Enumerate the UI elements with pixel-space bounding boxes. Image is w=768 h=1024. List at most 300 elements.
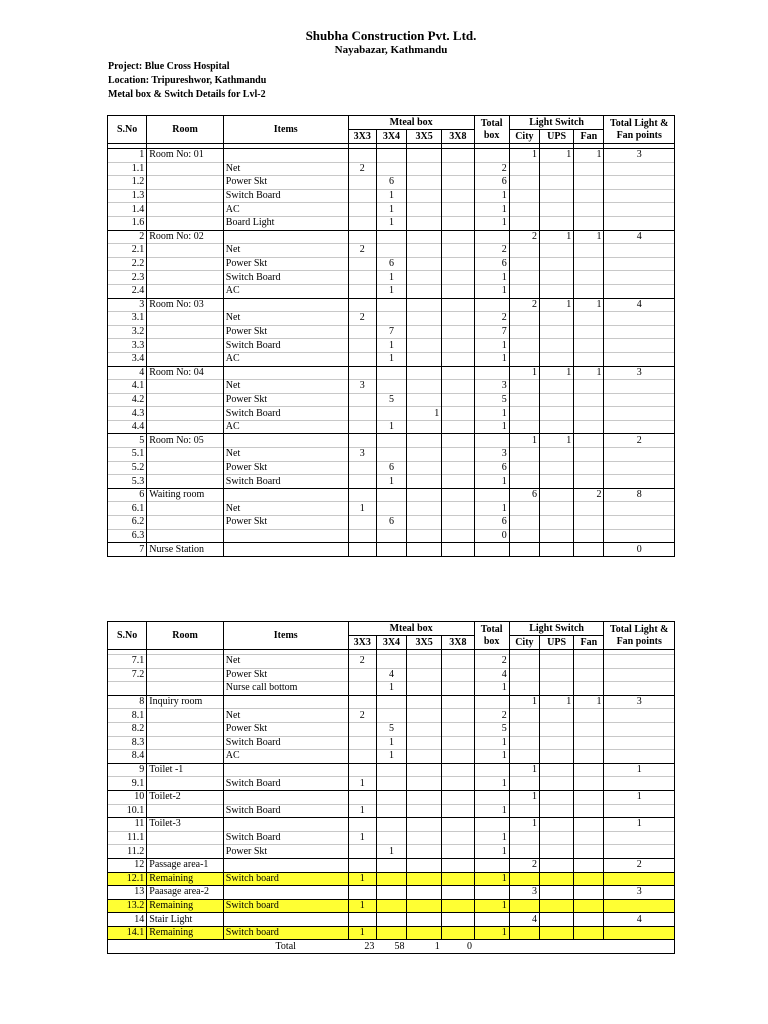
fan-header: Fan [574, 636, 604, 650]
table-row [108, 434, 675, 448]
table-row [108, 216, 675, 230]
city-cell: 2 [509, 298, 539, 312]
room-cell [147, 655, 224, 669]
ups-cell [539, 872, 573, 886]
box-3x8-cell [442, 872, 474, 886]
items-cell: Power Skt [223, 176, 348, 190]
city-cell [509, 407, 539, 421]
table-row [108, 682, 675, 696]
ups-cell [539, 216, 573, 230]
table-row [108, 655, 675, 669]
total-points-cell [604, 284, 675, 298]
box-3x3-cell [348, 475, 376, 489]
totals-spacer [509, 940, 539, 954]
items-cell: Switch Board [223, 271, 348, 285]
city-cell [509, 257, 539, 271]
table-row [108, 899, 675, 913]
total-points-cell [604, 750, 675, 764]
box-3x5-cell [407, 886, 442, 900]
ups-cell [539, 257, 573, 271]
total-3x8: 0 [442, 940, 474, 954]
box-3x8-cell [442, 845, 474, 859]
box-3x4-cell [376, 695, 406, 709]
fan-cell [574, 709, 604, 723]
total-points-cell [604, 831, 675, 845]
items-cell: Board Light [223, 216, 348, 230]
box-3x3-cell: 2 [348, 162, 376, 176]
total-points-cell [604, 804, 675, 818]
city-cell [509, 899, 539, 913]
box-3x5-cell [407, 352, 442, 366]
box-3x5-cell [407, 790, 442, 804]
sno-cell: 4.1 [108, 380, 147, 394]
box-3x8-cell [442, 858, 474, 872]
total-box-cell: 4 [474, 668, 509, 682]
city-cell: 2 [509, 230, 539, 244]
total-box-cell: 2 [474, 709, 509, 723]
room-header: Room [147, 622, 224, 650]
box-3x3-cell [348, 750, 376, 764]
room-cell [147, 475, 224, 489]
box-3x3-cell [348, 682, 376, 696]
box-3x5-cell [407, 176, 442, 190]
total-points-cell: 3 [604, 886, 675, 900]
city-cell: 4 [509, 913, 539, 927]
total-points-cell [604, 475, 675, 489]
box-3x5-cell [407, 831, 442, 845]
box-3x4-cell [376, 926, 406, 940]
room-cell: Remaining [147, 926, 224, 940]
ups-cell [539, 858, 573, 872]
box-3x4-cell [376, 162, 406, 176]
box-3x3-cell [348, 434, 376, 448]
box-3x3-cell [348, 216, 376, 230]
light-switch-header: Light Switch [509, 622, 604, 636]
total-points-cell [604, 420, 675, 434]
box-3x5-cell [407, 488, 442, 502]
city-cell [509, 655, 539, 669]
sno-cell: 7.2 [108, 668, 147, 682]
box-3x8-cell [442, 216, 474, 230]
total-box-cell: 1 [474, 872, 509, 886]
city-cell [509, 804, 539, 818]
ups-cell: 1 [539, 298, 573, 312]
box-3x5-cell [407, 339, 442, 353]
table-row [108, 366, 675, 380]
box-3x8-cell [442, 529, 474, 543]
box-3x4-cell [376, 818, 406, 832]
ups-cell [539, 926, 573, 940]
box-3x3-cell [348, 763, 376, 777]
box-3x3-cell [348, 271, 376, 285]
items-cell [223, 366, 348, 380]
box-3x5-cell [407, 420, 442, 434]
sno-cell: 8.2 [108, 722, 147, 736]
room-cell [147, 244, 224, 258]
sno-cell: 3.1 [108, 312, 147, 326]
room-cell [147, 668, 224, 682]
sno-cell: 14.1 [108, 926, 147, 940]
total-box-cell: 6 [474, 516, 509, 530]
box-3x4-cell: 6 [376, 461, 406, 475]
sno-cell: 12 [108, 858, 147, 872]
total-box-cell: 1 [474, 339, 509, 353]
room-cell [147, 339, 224, 353]
city-cell [509, 271, 539, 285]
box-3x4-cell [376, 709, 406, 723]
items-cell: Net [223, 448, 348, 462]
city-cell [509, 831, 539, 845]
box-3x8-cell [442, 312, 474, 326]
fan-cell: 1 [574, 695, 604, 709]
table-row [108, 339, 675, 353]
room-cell [147, 216, 224, 230]
sno-cell: 2.4 [108, 284, 147, 298]
items-cell: AC [223, 352, 348, 366]
ups-cell [539, 448, 573, 462]
table-row [108, 913, 675, 927]
fan-cell [574, 722, 604, 736]
fan-cell [574, 529, 604, 543]
ups-cell [539, 682, 573, 696]
total-points-cell: 1 [604, 818, 675, 832]
total-points-cell: 1 [604, 790, 675, 804]
table-row [108, 750, 675, 764]
box-3x8-cell [442, 461, 474, 475]
ups-cell: 1 [539, 695, 573, 709]
fan-cell: 1 [574, 230, 604, 244]
box-3x5-cell [407, 516, 442, 530]
box-3x4-cell: 1 [376, 189, 406, 203]
box-3x5-cell [407, 216, 442, 230]
box-3x5-cell [407, 695, 442, 709]
fan-cell [574, 516, 604, 530]
ups-cell [539, 899, 573, 913]
total-points-cell: 3 [604, 695, 675, 709]
box-3x5-cell [407, 777, 442, 791]
box-3x8-cell [442, 886, 474, 900]
box-3x5-cell [407, 149, 442, 163]
city-cell [509, 420, 539, 434]
total-points-cell: 2 [604, 858, 675, 872]
total-points-cell [604, 189, 675, 203]
total-box-cell: 6 [474, 176, 509, 190]
room-header: Room [147, 116, 224, 144]
table-row [108, 257, 675, 271]
items-cell: Power Skt [223, 325, 348, 339]
total-points-cell: 4 [604, 913, 675, 927]
ups-cell [539, 162, 573, 176]
total-points-cell [604, 448, 675, 462]
room-cell [147, 804, 224, 818]
box-3x8-cell [442, 434, 474, 448]
box-3x5-cell [407, 366, 442, 380]
ups-cell [539, 325, 573, 339]
total-box-cell: 1 [474, 475, 509, 489]
company-name: Shubha Construction Pvt. Ltd. [305, 28, 477, 43]
total-points-cell [604, 845, 675, 859]
total-points-cell [604, 216, 675, 230]
total-points-cell [604, 176, 675, 190]
total-points-header: Total Light & Fan points [604, 116, 675, 144]
room-cell: Toilet-2 [147, 790, 224, 804]
fan-header: Fan [574, 130, 604, 144]
room-cell: Passage area-1 [147, 858, 224, 872]
box-3x5-cell [407, 162, 442, 176]
ups-cell [539, 189, 573, 203]
total-box-cell: 1 [474, 502, 509, 516]
box-3x8-cell [442, 407, 474, 421]
box-3x5-cell [407, 818, 442, 832]
total-box-cell: 1 [474, 831, 509, 845]
total-points-cell [604, 682, 675, 696]
box-3x5-cell [407, 380, 442, 394]
box-3x3-cell [348, 230, 376, 244]
fan-cell: 2 [574, 488, 604, 502]
city-cell [509, 244, 539, 258]
total-points-cell [604, 380, 675, 394]
room-cell: Waiting room [147, 488, 224, 502]
sno-cell: 13.2 [108, 899, 147, 913]
box-3x3-cell [348, 257, 376, 271]
box-3x4-cell: 1 [376, 845, 406, 859]
box-3x4-cell [376, 913, 406, 927]
fan-cell [574, 189, 604, 203]
box-3x5-cell [407, 926, 442, 940]
ups-cell [539, 818, 573, 832]
box-3x4-cell [376, 380, 406, 394]
fan-cell [574, 325, 604, 339]
box-3x8-cell [442, 352, 474, 366]
ups-cell: 1 [539, 149, 573, 163]
room-cell [147, 448, 224, 462]
city-cell [509, 529, 539, 543]
city-cell [509, 352, 539, 366]
total-points-cell [604, 926, 675, 940]
box-3x5-cell [407, 325, 442, 339]
fan-cell [574, 831, 604, 845]
box-3x3-cell [348, 189, 376, 203]
room-cell: Room No: 01 [147, 149, 224, 163]
totals-spacer [574, 940, 604, 954]
city-cell [509, 461, 539, 475]
room-cell [147, 709, 224, 723]
sno-cell: 6.2 [108, 516, 147, 530]
ups-cell [539, 543, 573, 557]
table-row [108, 804, 675, 818]
total-points-cell [604, 461, 675, 475]
fan-cell [574, 461, 604, 475]
box-3x4-cell [376, 899, 406, 913]
room-cell: Paasage area-2 [147, 886, 224, 900]
sno-cell: 8.1 [108, 709, 147, 723]
total-box-cell: 0 [474, 529, 509, 543]
table-row [108, 149, 675, 163]
box-3x8-cell [442, 763, 474, 777]
items-cell: Switch board [223, 872, 348, 886]
table-row [108, 244, 675, 258]
box-3x8-cell [442, 543, 474, 557]
items-cell [223, 913, 348, 927]
totals-spacer [539, 940, 573, 954]
fan-cell [574, 790, 604, 804]
total-points-cell: 4 [604, 298, 675, 312]
ups-cell [539, 393, 573, 407]
box-3x4-cell [376, 886, 406, 900]
sno-cell: 6.3 [108, 529, 147, 543]
table-row [108, 162, 675, 176]
fan-cell [574, 763, 604, 777]
box-3x5-cell [407, 722, 442, 736]
fan-cell [574, 858, 604, 872]
box-3x5-cell [407, 763, 442, 777]
total-points-cell [604, 736, 675, 750]
table-row [108, 926, 675, 940]
total-box-cell: 1 [474, 736, 509, 750]
sno-cell: 5.1 [108, 448, 147, 462]
total-points-cell: 8 [604, 488, 675, 502]
box-3x3-cell [348, 818, 376, 832]
city-cell: 1 [509, 149, 539, 163]
ups-cell [539, 845, 573, 859]
sno-cell: 2.1 [108, 244, 147, 258]
box-3x4-cell [376, 831, 406, 845]
box-3x3-cell: 2 [348, 244, 376, 258]
table-row [108, 763, 675, 777]
fan-cell [574, 750, 604, 764]
total-box-header: Total box [474, 622, 509, 650]
total-box-cell: 1 [474, 899, 509, 913]
box-3x5-cell [407, 189, 442, 203]
box-3x3-cell: 1 [348, 926, 376, 940]
items-cell [223, 695, 348, 709]
table-row [108, 325, 675, 339]
box-3x3-cell: 2 [348, 312, 376, 326]
box-3x4-cell: 6 [376, 176, 406, 190]
total-box-cell [474, 790, 509, 804]
box-3x3-cell [348, 736, 376, 750]
box-3x8-cell [442, 366, 474, 380]
sno-cell [108, 682, 147, 696]
sno-cell: 5.3 [108, 475, 147, 489]
fan-cell [574, 777, 604, 791]
fan-cell [574, 886, 604, 900]
ups-cell [539, 886, 573, 900]
box-3x4-cell [376, 543, 406, 557]
city-cell [509, 722, 539, 736]
city-cell [509, 189, 539, 203]
box-3x4-cell [376, 149, 406, 163]
total-box-cell: 1 [474, 926, 509, 940]
table-row [108, 271, 675, 285]
box-3x5-cell: 1 [407, 407, 442, 421]
ups-cell [539, 244, 573, 258]
total-box-cell: 1 [474, 804, 509, 818]
sno-cell: 3.2 [108, 325, 147, 339]
box-3x3-cell [348, 298, 376, 312]
box-3x8-cell [442, 393, 474, 407]
items-cell: Switch board [223, 899, 348, 913]
table-row [108, 777, 675, 791]
items-cell: AC [223, 750, 348, 764]
total-box-cell: 1 [474, 203, 509, 217]
sno-cell: 1.1 [108, 162, 147, 176]
total-points-cell [604, 502, 675, 516]
total-box-cell: 1 [474, 845, 509, 859]
box-3x8-cell [442, 831, 474, 845]
sno-header: S.No [108, 622, 147, 650]
box-3x8-cell [442, 655, 474, 669]
box-3x4-cell: 4 [376, 668, 406, 682]
sno-cell: 14 [108, 913, 147, 927]
total-box-cell: 2 [474, 312, 509, 326]
table-row [108, 722, 675, 736]
room-cell: Room No: 05 [147, 434, 224, 448]
box-3x8-cell [442, 502, 474, 516]
box-3x4-cell [376, 244, 406, 258]
total-box-cell [474, 886, 509, 900]
room-cell: Remaining [147, 872, 224, 886]
fan-cell: 1 [574, 149, 604, 163]
fan-cell [574, 872, 604, 886]
sno-cell: 6.1 [108, 502, 147, 516]
box-3x5-cell [407, 668, 442, 682]
total-box-cell: 1 [474, 420, 509, 434]
table-row [108, 393, 675, 407]
table-row [108, 189, 675, 203]
total-points-cell [604, 244, 675, 258]
box-3x8-cell [442, 709, 474, 723]
box-3x4-cell: 1 [376, 475, 406, 489]
fan-cell [574, 655, 604, 669]
box-3x5-cell [407, 736, 442, 750]
items-cell [223, 858, 348, 872]
total-box-cell: 6 [474, 461, 509, 475]
items-cell: Switch Board [223, 804, 348, 818]
fan-cell [574, 284, 604, 298]
total-points-cell: 1 [604, 763, 675, 777]
items-cell: Net [223, 244, 348, 258]
room-cell [147, 777, 224, 791]
box-3x8-cell [442, 380, 474, 394]
total-box-cell: 1 [474, 750, 509, 764]
city-cell [509, 872, 539, 886]
room-cell [147, 461, 224, 475]
city-cell [509, 312, 539, 326]
box-3x3-cell [348, 176, 376, 190]
box-3x8-cell [442, 516, 474, 530]
box-3x3-cell: 2 [348, 709, 376, 723]
box-3x5-cell [407, 448, 442, 462]
fan-cell [574, 899, 604, 913]
sno-cell: 4.2 [108, 393, 147, 407]
box-3x4-cell [376, 655, 406, 669]
ups-cell [539, 516, 573, 530]
totals-spacer [147, 940, 224, 954]
items-cell: Power Skt [223, 516, 348, 530]
totals-spacer [604, 940, 675, 954]
box-3x3-cell [348, 284, 376, 298]
city-cell [509, 162, 539, 176]
total-points-cell [604, 312, 675, 326]
box-3x8-cell [442, 339, 474, 353]
room-cell: Inquiry room [147, 695, 224, 709]
box-3x3-cell [348, 420, 376, 434]
room-cell [147, 529, 224, 543]
sno-cell: 12.1 [108, 872, 147, 886]
total-points-cell [604, 777, 675, 791]
total-points-cell [604, 668, 675, 682]
